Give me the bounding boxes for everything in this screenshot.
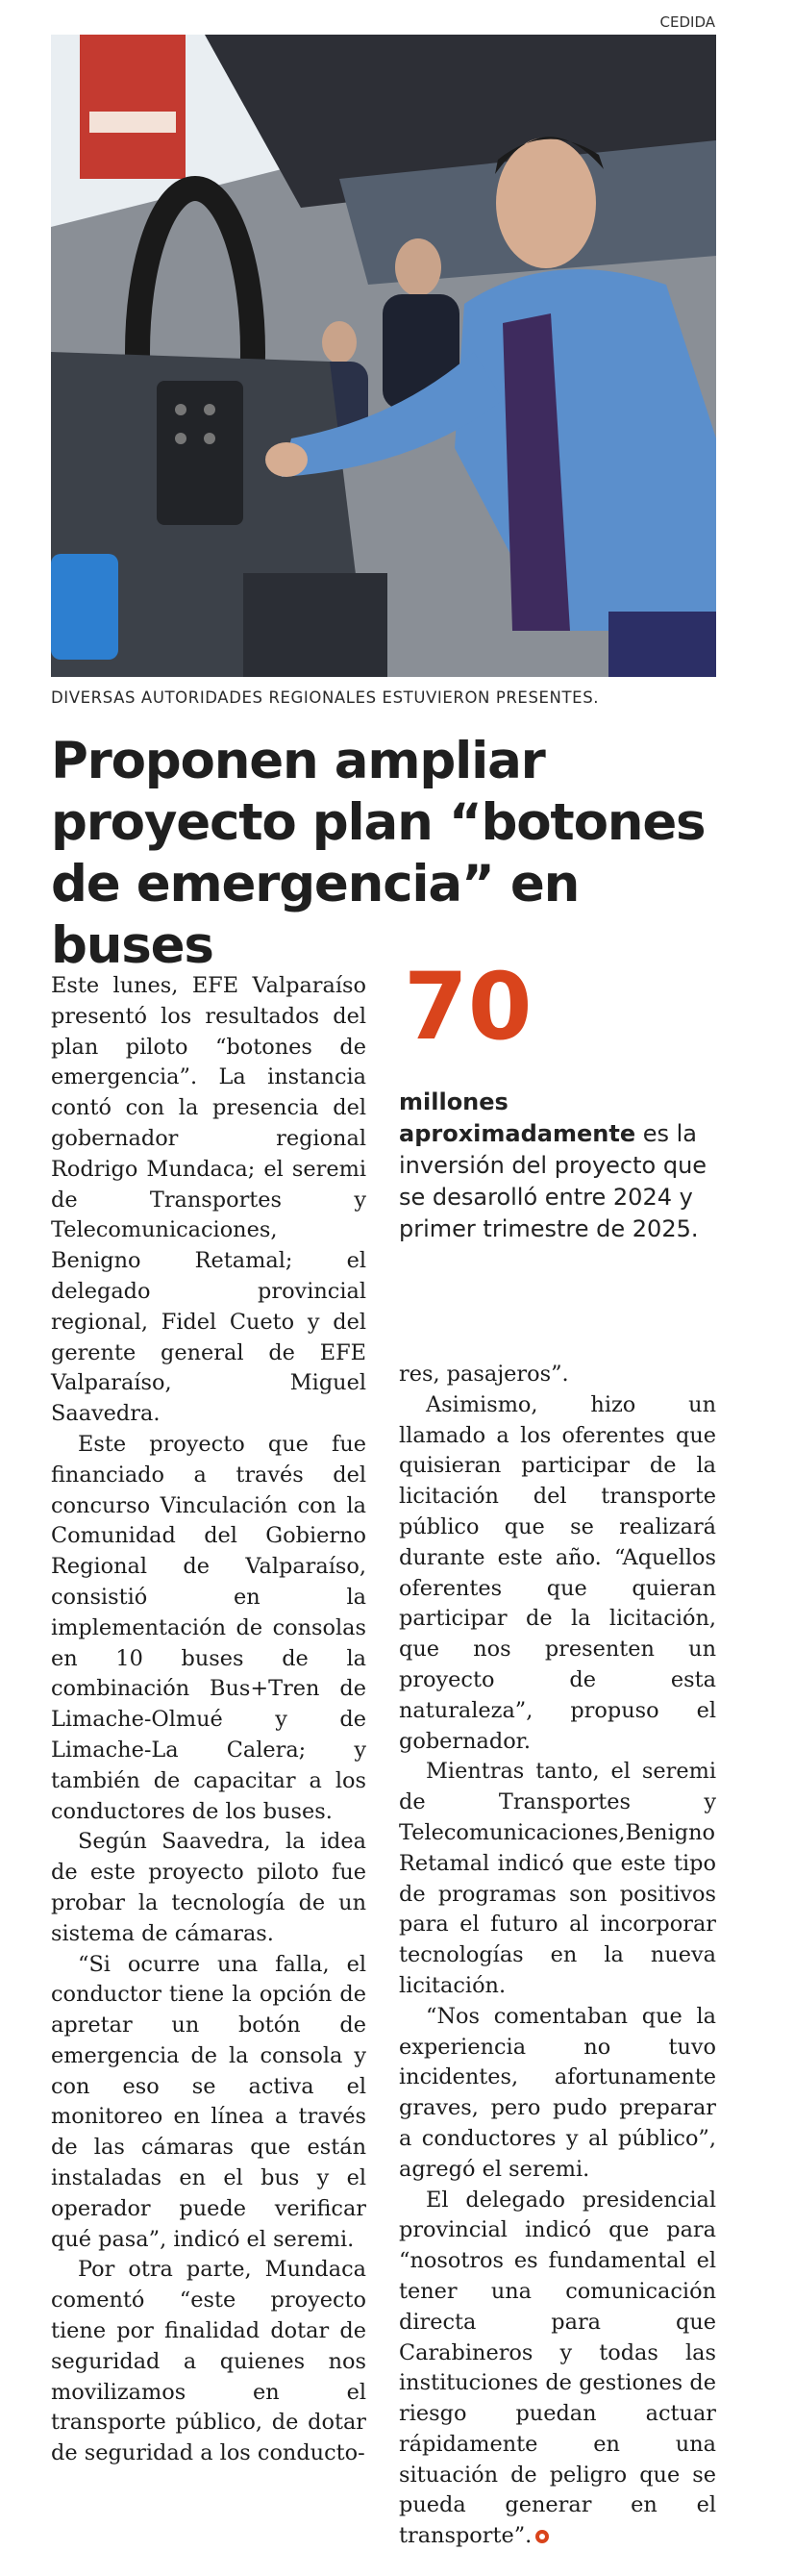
body-paragraph: Según Saavedra, la idea de este proyecto piloto fue probar la tecnología de un sistema de cámaras. xyxy=(51,1829,366,1946)
body-column-left xyxy=(51,971,366,2469)
photo-caption: DIVERSAS AUTORIDADES REGIONALES ESTUVIERON PRESENTES. xyxy=(51,688,600,707)
body-paragraph: Asimismo, hizo un llamado a los oferentes que quisieran participar de la licitación del transporte público que se realizará durante este año. “Aquellos oferentes que quieran participar de la licitación, que nos presenten un proyecto de esta naturaleza”, propuso el gobernador. xyxy=(399,1391,716,1754)
article-photo xyxy=(51,35,716,677)
headline: Proponen ampliar proyecto plan “botones de emergencia” en buses xyxy=(51,732,706,975)
body-paragraph: “Nos comentaban que la experiencia no tuvo incidentes, afortunamente graves, pero pudo preparar a conductores y al público”, agregó el seremi. xyxy=(399,2003,716,2182)
highlight-bold: millones aproximadamente xyxy=(399,1088,636,1147)
body-paragraph: Este lunes, EFE Valparaíso presentó los resultados del plan piloto “botones de emergencia”. La instancia contó con la presencia del gobernador regional Rodrigo Mundaca; el seremi de Transportes y Telecomunicaciones, Benigno Retamal; el delegado provincial regional, Fidel Cueto y del gerente general de EFE Valparaíso, Miguel Saavedra. xyxy=(51,973,366,1427)
highlight-text xyxy=(399,1087,726,1245)
body-column-right xyxy=(399,1360,716,2552)
article-end-icon xyxy=(535,2530,549,2543)
highlight-body: es la inversión del proyecto que se desarolló entre 2024 y primer trimestre de 2025. xyxy=(399,1120,707,1242)
highlight-number: 70 xyxy=(404,953,533,1061)
body-paragraph: res, pasajeros”. xyxy=(399,1362,569,1387)
body-paragraph: Este proyecto que fue financiado a través del concurso Vinculación con la Comunidad del Gobierno Regional de Valparaíso, consistió en la implementación de consolas en 10 buses de la combinación Bus+Tren de Limache-Olmué y de Limache-La Calera; y también de capacitar a los conductores de los buses. xyxy=(51,1431,366,1824)
body-paragraph: Mientras tanto, el seremi de Transportes y Telecomunicaciones,Benigno Retamal indicó que este tipo de programas son positivos para el futuro al incorporar tecnologías en la nueva licitación. xyxy=(399,1759,716,1998)
body-paragraph-last xyxy=(399,2186,716,2553)
body-paragraph: “Si ocurre una falla, el conductor tiene la opción de apretar un botón de emergencia de la consola y con eso se activa el monitoreo en línea a través de las cámaras que están instaladas en el bus y el operador puede verificar qué pasa”, indicó el seremi. xyxy=(51,1951,366,2252)
closing-text: El delegado presidencial provincial indicó que para “nosotros es fundamental el tener una comunicación directa para que Carabineros y todas las instituciones de gestiones de riesgo puedan actuar rápidamente en una situación de peligro que se pueda generar en el transporte”. xyxy=(399,2187,716,2549)
photo-credit: CEDIDA xyxy=(659,13,715,31)
body-paragraph: Por otra parte, Mundaca comentó “este proyecto tiene por finalidad dotar de seguridad a quienes nos movilizamos en el transporte público, de dotar de seguridad a los conducto- xyxy=(51,2257,366,2466)
